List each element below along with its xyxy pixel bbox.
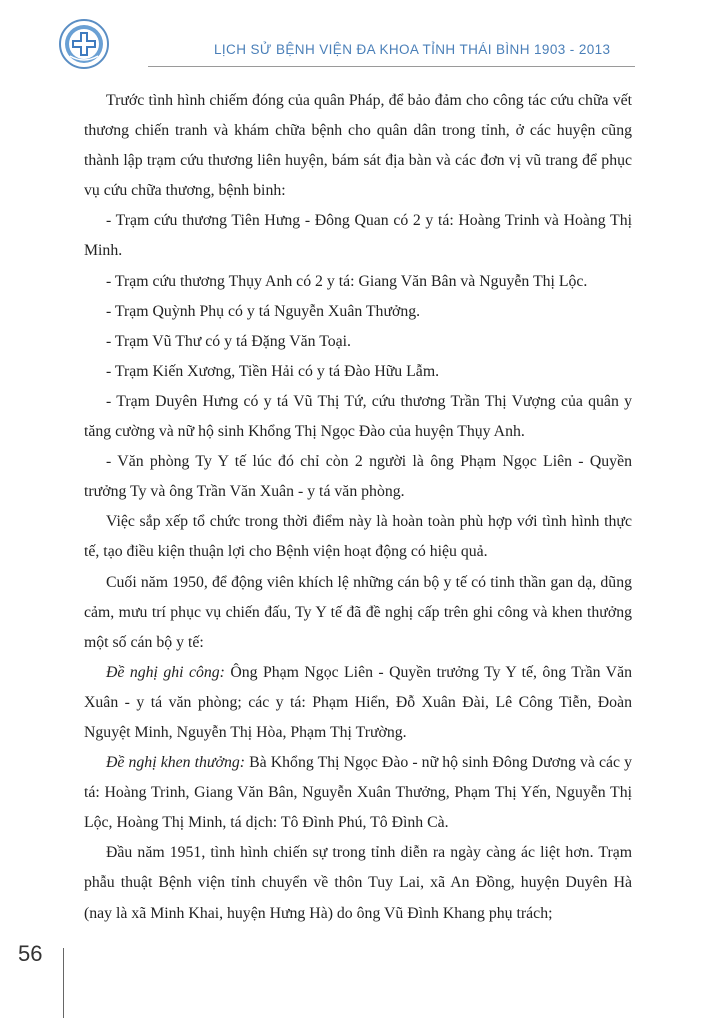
paragraph: Cuối năm 1950, để động viên khích lệ những cán bộ y tế có tinh thần gan dạ, dũng cảm, mưu trí phục vụ chiến đấu, Ty Y tế đã đề nghị cấp trên ghi công và khen thưởng một số cán bộ y tế: (84, 573, 632, 651)
paragraph: Đề nghị ghi công: Ông Phạm Ngọc Liên - Quyền trưởng Ty Y tế, ông Trần Văn Xuân - y tá văn phòng; các y tá: Phạm Hiển, Đỗ Xuân Đài, Lê Công Tiễn, Đoàn Nguyệt Minh, Nguyễn Thị Hòa, Phạm Thị Trường. (84, 663, 632, 741)
paragraph-lead: Đề nghị ghi công: (106, 663, 225, 681)
header-divider (148, 66, 635, 67)
page-number-divider (63, 948, 64, 1018)
paragraph: - Trạm Quỳnh Phụ có y tá Nguyễn Xuân Thưởng. (106, 302, 421, 320)
running-header-title: LỊCH SỬ BỆNH VIỆN ĐA KHOA TỈNH THÁI BÌNH 1903 - 2013 (214, 42, 611, 57)
paragraph: - Trạm Duyên Hưng có y tá Vũ Thị Tứ, cứu thương Trần Thị Vượng của quân y tăng cường và nữ hộ sinh Khổng Thị Ngọc Đào của huyện Thụy Anh. (84, 392, 632, 441)
paragraph: - Trạm cứu thương Thụy Anh có 2 y tá: Giang Văn Bân và Nguyễn Thị Lộc. (106, 272, 588, 290)
paragraph: - Văn phòng Ty Y tế lúc đó chỉ còn 2 người là ông Phạm Ngọc Liên - Quyền trưởng Ty và ông Trần Văn Xuân - y tá văn phòng. (84, 453, 632, 501)
paragraph: - Trạm cứu thương Tiên Hưng - Đông Quan có 2 y tá: Hoàng Trinh và Hoàng Thị Minh. (84, 212, 632, 260)
page-body (84, 86, 632, 929)
paragraph: Việc sắp xếp tổ chức trong thời điểm này là hoàn toàn phù hợp với tình hình thực tế, tạo điều kiện thuận lợi cho Bệnh viện hoạt động có hiệu quả. (84, 513, 632, 561)
paragraph: - Trạm Vũ Thư có y tá Đặng Văn Toại. (106, 332, 351, 350)
paragraph: Đề nghị khen thưởng: Bà Khổng Thị Ngọc Đào - nữ hộ sinh Đông Dương và các y tá: Hoàng Trinh, Giang Văn Bân, Nguyễn Xuân Thưởng, Phạm Thị Yến, Nguyễn Thị Lộc, Hoàng Thị Minh, tá dịch: Tô Đình Phú, Tô Đình Cà. (84, 754, 633, 832)
hospital-cross-emblem-icon (58, 18, 110, 70)
paragraph-lead: Đề nghị khen thưởng: (106, 754, 246, 772)
page-number: 56 (18, 941, 43, 966)
hospital-logo (58, 18, 110, 70)
paragraph: Trước tình hình chiếm đóng của quân Pháp, để bảo đảm cho công tác cứu chữa vết thương chiến tranh và khám chữa bệnh cho quân dân trong tỉnh, ở các huyện cũng thành lập trạm cứu thương liên huyện, bám sát địa bàn và các đơn vị vũ trang để phục vụ cứu chữa thương, bệnh binh: (84, 92, 632, 200)
paragraph: Đầu năm 1951, tình hình chiến sự trong tỉnh diễn ra ngày càng ác liệt hơn. Trạm phẫu thuật Bệnh viện tỉnh chuyển về thôn Tuy Lai, xã An Đồng, huyện Duyên Hà (nay là xã Minh Khai, huyện Hưng Hà) do ông Vũ Đình Khang phụ trách; (84, 844, 632, 922)
paragraph: - Trạm Kiến Xương, Tiền Hải có y tá Đào Hữu Lẫm. (106, 362, 440, 380)
